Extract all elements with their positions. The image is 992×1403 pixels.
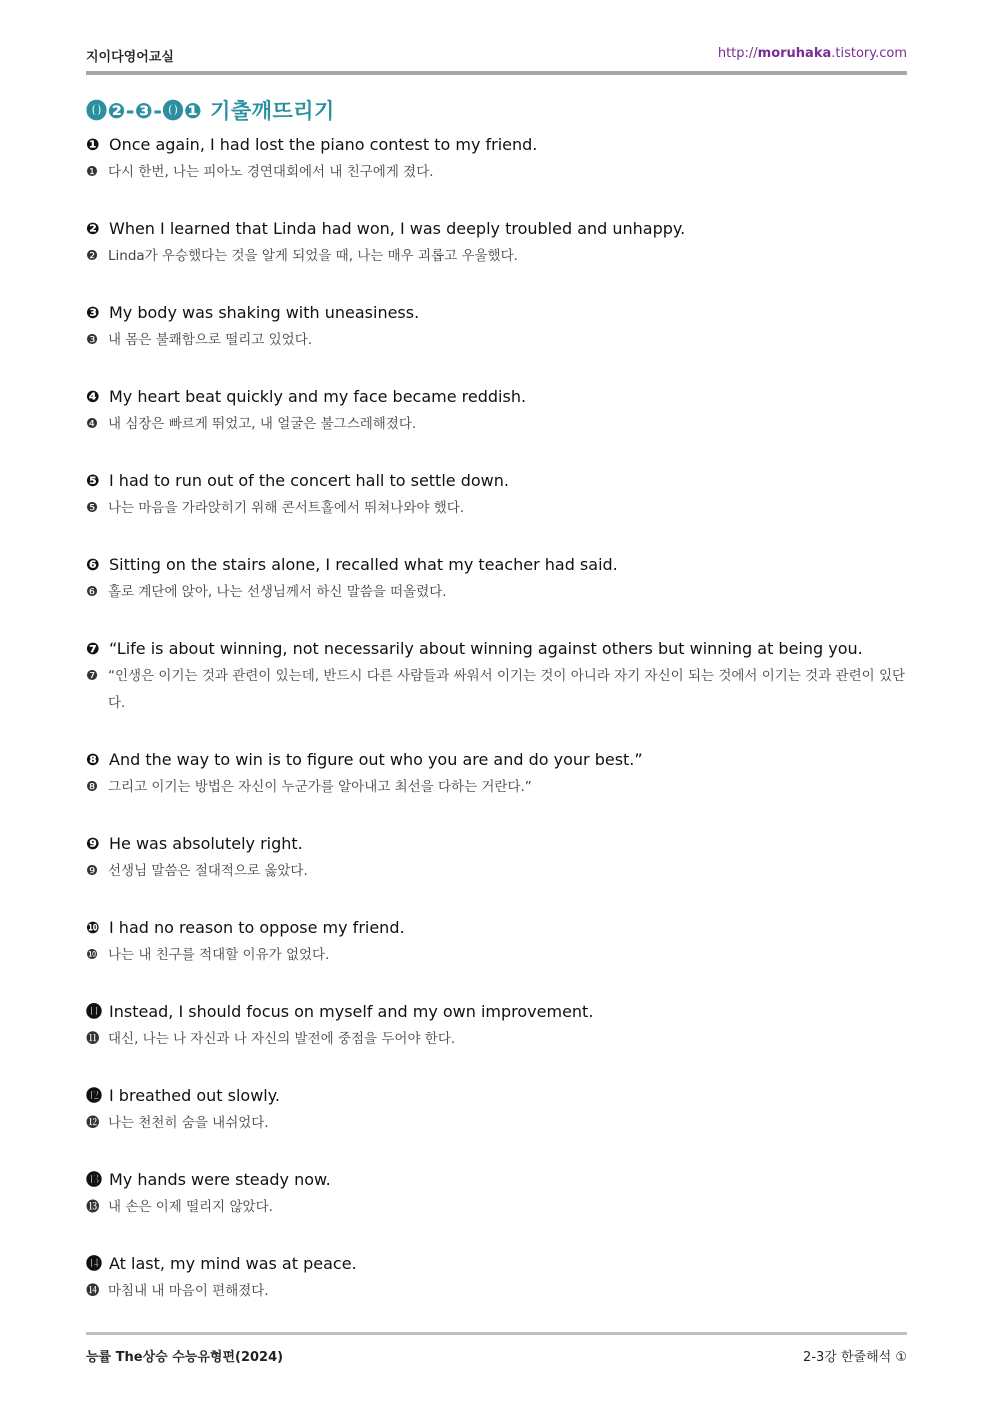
page-footer xyxy=(86,1346,907,1366)
english-text: Once again, I had lost the piano contest to my friend. xyxy=(109,135,538,154)
korean-translation xyxy=(86,411,907,438)
sentence-item xyxy=(86,469,907,553)
english-sentence xyxy=(86,385,907,409)
url-bold: moruhaka xyxy=(757,46,832,61)
translation-number: ❿ xyxy=(86,947,99,963)
sentence-item xyxy=(86,1168,907,1252)
sentence-number: ❺ xyxy=(86,471,100,490)
translation-number: ⓬ xyxy=(86,1115,100,1131)
sentence-item xyxy=(86,301,907,385)
translation-number: ⓫ xyxy=(86,1031,100,1047)
english-sentence xyxy=(86,832,907,856)
translation-number: ❽ xyxy=(86,779,99,795)
korean-text: 내 몸은 불쾌함으로 떨리고 있었다. xyxy=(108,332,313,348)
english-sentence xyxy=(86,553,907,577)
english-sentence xyxy=(86,1000,907,1024)
url-suffix: .tistory.com xyxy=(831,46,907,61)
korean-translation xyxy=(86,1194,907,1221)
header-divider xyxy=(86,71,907,75)
english-text: I breathed out slowly. xyxy=(109,1086,280,1105)
korean-text: 나는 내 친구를 적대할 이유가 없었다. xyxy=(108,947,330,963)
url-prefix: http:// xyxy=(717,46,758,61)
sentence-item xyxy=(86,133,907,217)
korean-text: 내 손은 이제 떨리지 않았다. xyxy=(108,1199,273,1215)
sentence-number: ❹ xyxy=(86,387,100,406)
translation-number: ❷ xyxy=(86,248,99,264)
sentence-item xyxy=(86,385,907,469)
english-sentence xyxy=(86,637,907,661)
korean-text: 나는 마음을 가라앉히기 위해 콘서트홀에서 뛰쳐나와야 했다. xyxy=(108,500,465,516)
sentence-number: ❾ xyxy=(86,834,100,853)
english-sentence xyxy=(86,1252,907,1276)
header-title: 지이다영어교실 xyxy=(86,50,174,65)
sentence-number: ⓮ xyxy=(86,1254,103,1273)
english-sentence xyxy=(86,1084,907,1108)
sentence-item xyxy=(86,916,907,1000)
korean-text: 그리고 이기는 방법은 자신이 누군가를 알아내고 최선을 다하는 거란다.” xyxy=(108,779,532,795)
english-sentence xyxy=(86,133,907,157)
english-sentence xyxy=(86,217,907,241)
english-sentence xyxy=(86,301,907,325)
translation-number: ❼ xyxy=(86,668,99,684)
korean-text: 다시 한번, 나는 피아노 경연대회에서 내 친구에게 졌다. xyxy=(108,164,434,180)
korean-translation xyxy=(86,579,907,606)
english-sentence xyxy=(86,748,907,772)
english-text: My heart beat quickly and my face became reddish. xyxy=(109,387,527,406)
sentence-item xyxy=(86,1252,907,1336)
translation-number: ❺ xyxy=(86,500,99,516)
sentence-item xyxy=(86,553,907,637)
korean-translation xyxy=(86,1110,907,1137)
english-text: Instead, I should focus on myself and my own improvement. xyxy=(109,1002,594,1021)
translation-number: ❻ xyxy=(86,584,99,600)
english-text: My hands were steady now. xyxy=(109,1170,331,1189)
korean-translation xyxy=(86,858,907,885)
korean-translation xyxy=(86,327,907,354)
sentence-number: ❽ xyxy=(86,750,100,769)
sentence-number: ❷ xyxy=(86,219,100,238)
english-text: At last, my mind was at peace. xyxy=(109,1254,357,1273)
korean-translation xyxy=(86,942,907,969)
english-sentence xyxy=(86,1168,907,1192)
sentence-number: ⓬ xyxy=(86,1086,103,1105)
footer-lesson-label: 2-3강 한줄해석 ① xyxy=(803,1350,907,1365)
sentence-number: ❻ xyxy=(86,555,100,574)
sentence-number: ❸ xyxy=(86,303,100,322)
footer-divider xyxy=(86,1332,907,1335)
korean-text: 나는 천천히 숨을 내쉬었다. xyxy=(108,1115,269,1131)
translation-number: ❸ xyxy=(86,332,99,348)
english-text: I had no reason to oppose my friend. xyxy=(109,918,405,937)
translation-number: ⓭ xyxy=(86,1199,100,1215)
translation-number: ❹ xyxy=(86,416,99,432)
sentence-number: ❿ xyxy=(86,918,100,937)
sentence-number: ❶ xyxy=(86,135,100,154)
korean-text: 대신, 나는 나 자신과 나 자신의 발전에 중점을 두어야 한다. xyxy=(108,1031,456,1047)
korean-translation xyxy=(86,495,907,522)
english-text: He was absolutely right. xyxy=(109,834,303,853)
korean-translation xyxy=(86,159,907,186)
translation-number: ⓮ xyxy=(86,1283,100,1299)
korean-translation xyxy=(86,663,907,717)
korean-text: 선생님 말씀은 절대적으로 옳았다. xyxy=(108,863,308,879)
header-url-link[interactable] xyxy=(718,46,907,61)
page-title: ⓿❷-❸-⓿❶ 기출깨뜨리기 xyxy=(86,99,335,123)
english-text: “Life is about winning, not necessarily about winning against others but winning at being you. xyxy=(109,639,863,658)
english-text: When I learned that Linda had won, I was deeply troubled and unhappy. xyxy=(109,219,686,238)
sentence-item xyxy=(86,637,907,748)
sentence-list xyxy=(86,133,907,1336)
english-text: Sitting on the stairs alone, I recalled what my teacher had said. xyxy=(109,555,618,574)
translation-number: ❶ xyxy=(86,164,99,180)
sentence-number: ❼ xyxy=(86,639,100,658)
translation-number: ❾ xyxy=(86,863,99,879)
sentence-item xyxy=(86,217,907,301)
footer-book-title: 능률 The상승 수능유형편(2024) xyxy=(86,1350,284,1365)
sentence-item xyxy=(86,1000,907,1084)
korean-text: 마침내 내 마음이 편해졌다. xyxy=(108,1283,269,1299)
korean-text: 내 심장은 빠르게 뛰었고, 내 얼굴은 불그스레해졌다. xyxy=(108,416,417,432)
page-header xyxy=(86,46,907,66)
sentence-number: ⓫ xyxy=(86,1002,103,1021)
korean-translation xyxy=(86,1278,907,1305)
korean-translation xyxy=(86,774,907,801)
english-sentence xyxy=(86,916,907,940)
korean-text: Linda가 우승했다는 것을 알게 되었을 때, 나는 매우 괴롭고 우울했다. xyxy=(108,248,518,264)
korean-text: “인생은 이기는 것과 관련이 있는데, 반드시 다른 사람들과 싸워서 이기는 것이 아니라 자기 자신이 되는 것에서 이기는 것과 관련이 있단다. xyxy=(108,668,906,711)
sentence-number: ⓭ xyxy=(86,1170,103,1189)
english-text: I had to run out of the concert hall to settle down. xyxy=(109,471,509,490)
korean-translation xyxy=(86,1026,907,1053)
english-text: My body was shaking with uneasiness. xyxy=(109,303,420,322)
sentence-item xyxy=(86,832,907,916)
korean-translation xyxy=(86,243,907,270)
sentence-item xyxy=(86,748,907,832)
english-text: And the way to win is to figure out who you are and do your best.” xyxy=(109,750,643,769)
sentence-item xyxy=(86,1084,907,1168)
korean-text: 홀로 계단에 앉아, 나는 선생님께서 하신 말씀을 떠올렸다. xyxy=(108,584,447,600)
english-sentence xyxy=(86,469,907,493)
